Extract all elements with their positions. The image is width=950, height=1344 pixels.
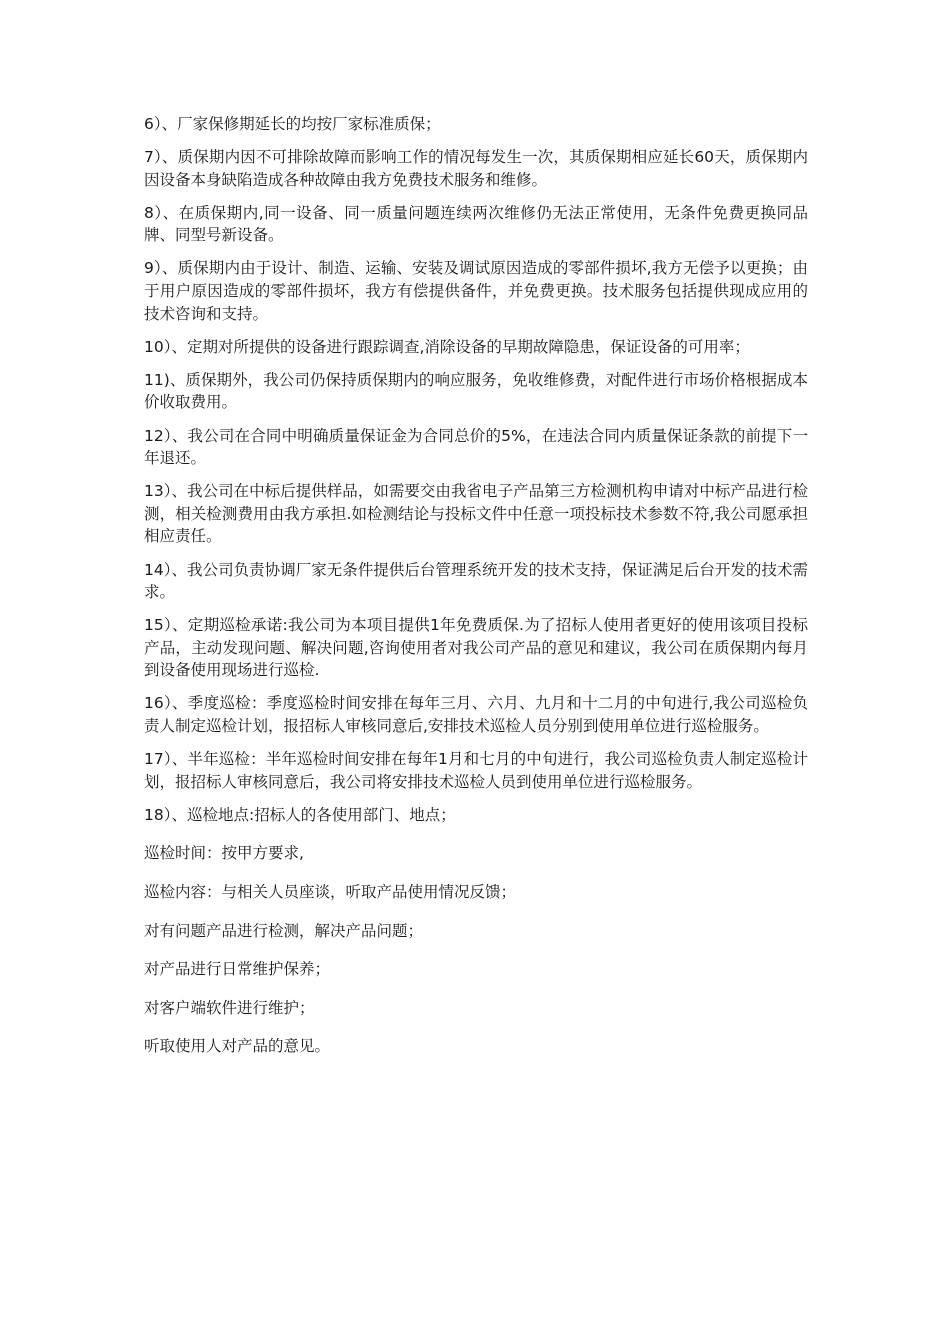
- paragraph-17: 17）、半年巡检：半年巡检时间安排在每年1月和七月的中旬进行，我公司巡检负责人制定巡检计划，报招标人审核同意后，我公司将安排技术巡检人员到使用单位进行巡检服务。: [144, 750, 808, 791]
- inspection-item-maintain: 对产品进行日常维护保养；: [144, 960, 331, 979]
- paragraph-13: 13）、我公司在中标后提供样品，如需要交由我省电子产品第三方检测机构申请对中标产品进行检测，相关检测费用由我方承担.如检测结论与投标文件中任意一项投标技术参数不符,我公司愿承担相应责任。: [144, 482, 808, 546]
- paragraph-8: 8）、在质保期内,同一设备、同一质量问题连续两次维修仍无法正常使用，无条件免费更换同品牌、同型号新设备。: [144, 203, 808, 245]
- paragraph-16: 16）、季度巡检：季度巡检时间安排在每年三月、六月、九月和十二月的中旬进行,我公司巡检负责人制定巡检计划，报招标人审核同意后,安排技术巡检人员分别到使用单位进行巡检服务。: [144, 694, 808, 736]
- inspection-content: 巡检内容：与相关人员座谈，听取产品使用情况反馈；: [144, 883, 517, 902]
- document-body: [144, 113, 808, 1074]
- paragraph-12: 12）、我公司在合同中明确质量保证金为合同总价的5%，在违法合同内质量保证条款的前提下一年退还。: [144, 426, 808, 468]
- paragraph-7: 7）、质保期内因不可排除故障而影响工作的情况每发生一次，其质保期相应延长60天，质保期内因设备本身缺陷造成各种故障由我方免费技术服务和维修。: [144, 148, 808, 189]
- inspection-time: 巡检时间：按甲方要求,: [144, 844, 304, 863]
- inspection-item-feedback: 听取使用人对产品的意见。: [144, 1037, 331, 1056]
- paragraph-10: 10）、定期对所提供的设备进行跟踪调查,消除设备的早期故障隐患，保证设备的可用率；: [144, 337, 750, 356]
- paragraph-15: 15）、定期巡检承诺:我公司为本项目提供1年免费质保.为了招标人使用者更好的使用该项目投标产品，主动发现问题、解决问题,咨询使用者对我公司产品的意见和建议，我公司在质保期内每月到设备使用现场进行巡检.: [144, 616, 808, 680]
- paragraph-14: 14）、我公司负责协调厂家无条件提供后台管理系统开发的技术支持，保证满足后台开发的技术需求。: [144, 560, 808, 602]
- paragraph-11: 11)、质保期外，我公司仍保持质保期内的响应服务，免收维修费，对配件进行市场价格根据成本价收取费用。: [144, 370, 808, 412]
- inspection-item-detect: 对有问题产品进行检测，解决产品问题；: [144, 921, 424, 940]
- inspection-item-client-software: 对客户端软件进行维护；: [144, 998, 315, 1017]
- paragraph-6: 6）、厂家保修期延长的均按厂家标准质保；: [144, 115, 441, 133]
- paragraph-9: 9）、质保期内由于设计、制造、运输、安装及调试原因造成的零部件损坏,我方无偿予以更换；由于用户原因造成的零部件损坏，我方有偿提供备件，并免费更换。技术服务包括提供现成应用的技术咨询和支持。: [144, 259, 808, 323]
- paragraph-18: 18）、巡检地点:招标人的各使用部门、地点；: [144, 805, 456, 824]
